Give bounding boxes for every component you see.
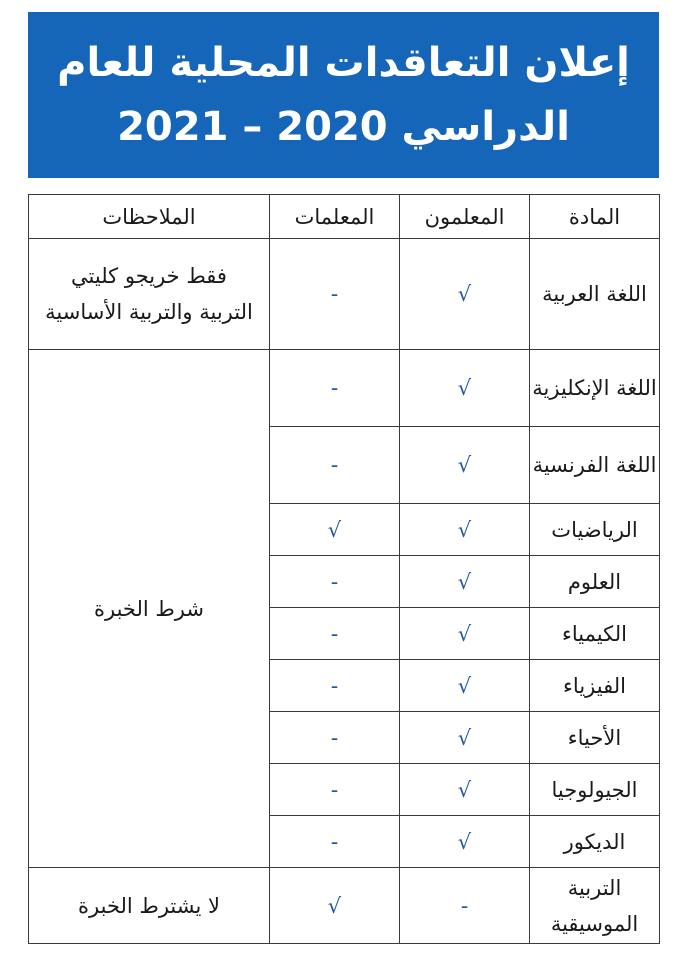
female-mark: √ (270, 868, 400, 944)
subject-cell: الديكور (530, 816, 660, 868)
female-mark: - (270, 816, 400, 868)
banner-title-line-2: الدراسي 2020 – 2021 (117, 104, 570, 150)
female-mark: - (270, 556, 400, 608)
male-mark: √ (400, 816, 530, 868)
subject-cell: الجيولوجيا (530, 764, 660, 816)
female-mark: - (270, 764, 400, 816)
header-male-teachers: المعلمون (400, 195, 530, 239)
subject-cell: الفيزياء (530, 660, 660, 712)
female-mark: - (270, 239, 400, 350)
subject-cell: اللغة العربية (530, 239, 660, 350)
male-mark: √ (400, 350, 530, 427)
male-mark: √ (400, 427, 530, 504)
female-mark: - (270, 350, 400, 427)
male-mark: √ (400, 504, 530, 556)
notes-cell-no-experience: لا يشترط الخبرة (29, 868, 270, 944)
table-row (29, 350, 660, 427)
table-row (29, 868, 660, 944)
subject-cell: العلوم (530, 556, 660, 608)
subject-cell: اللغة الإنكليزية (530, 350, 660, 427)
contracts-table (28, 194, 660, 944)
subject-cell: الرياضيات (530, 504, 660, 556)
female-mark: √ (270, 504, 400, 556)
notes-cell-arabic: فقط خريجو كليتي التربية والتربية الأساسية (29, 239, 270, 350)
female-mark: - (270, 608, 400, 660)
male-mark: √ (400, 712, 530, 764)
female-mark: - (270, 427, 400, 504)
subject-cell: اللغة الفرنسية (530, 427, 660, 504)
notes-cell-experience (29, 350, 270, 868)
header-subject: المادة (530, 195, 660, 239)
header-female-teachers: المعلمات (270, 195, 400, 239)
experience-required-note: شرط الخبرة (94, 596, 204, 621)
subject-cell: الكيمياء (530, 608, 660, 660)
male-mark: √ (400, 660, 530, 712)
table-row (29, 239, 660, 350)
subject-cell: التربية الموسيقية (530, 868, 660, 944)
female-mark: - (270, 660, 400, 712)
male-mark: - (400, 868, 530, 944)
table-header-row (29, 195, 660, 239)
female-mark: - (270, 712, 400, 764)
male-mark: √ (400, 239, 530, 350)
subject-cell: الأحياء (530, 712, 660, 764)
male-mark: √ (400, 764, 530, 816)
header-notes: الملاحظات (29, 195, 270, 239)
male-mark: √ (400, 556, 530, 608)
title-banner (28, 12, 659, 178)
male-mark: √ (400, 608, 530, 660)
banner-title-line-1: إعلان التعاقدات المحلية للعام (57, 40, 630, 86)
